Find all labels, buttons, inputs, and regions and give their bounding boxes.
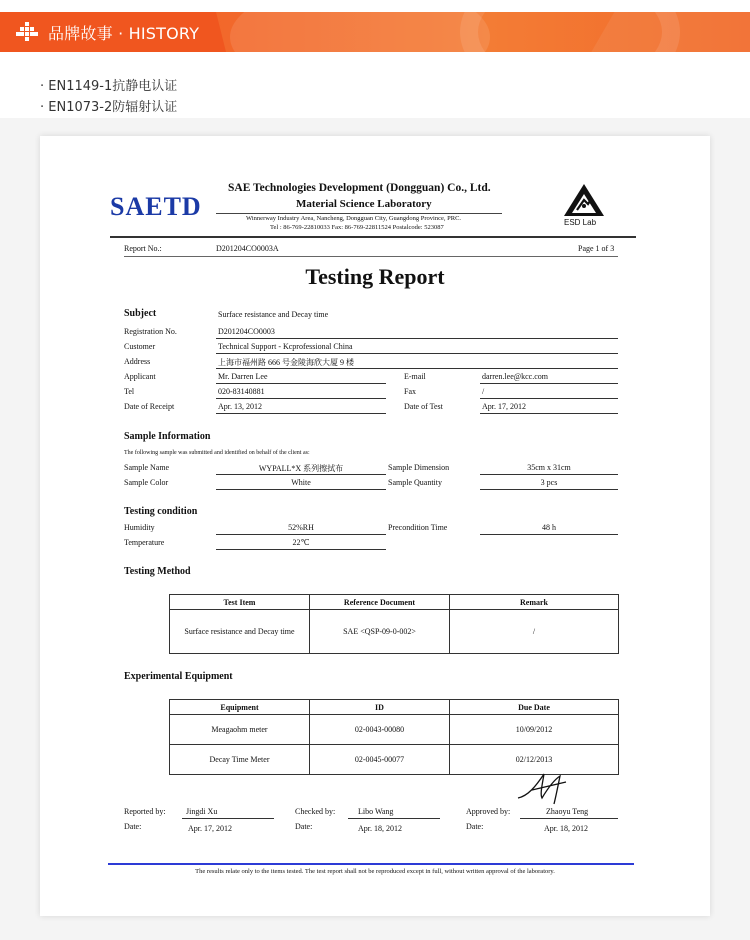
email-label: E-mail [404, 372, 426, 381]
divider [110, 236, 636, 238]
fax-value: / [482, 387, 485, 396]
address-label: Address [124, 357, 151, 366]
field-underline [216, 398, 386, 399]
testing-method-heading: Testing Method [124, 566, 191, 577]
document-title: Testing Report [305, 264, 445, 289]
section-title: 品牌故事 · HISTORY [48, 24, 200, 43]
divider [216, 213, 502, 214]
table-cell: SAE <QSP-09-0-002> [310, 610, 450, 654]
checked-by-label: Checked by: [295, 807, 336, 816]
table-cell: 02-0045-00077 [310, 745, 450, 775]
customer-label: Customer [124, 342, 156, 351]
table-cell: Decay Time Meter [170, 745, 310, 775]
field-underline [480, 413, 618, 414]
table-cell: 10/09/2012 [450, 715, 619, 745]
sample-dimension-value: 35cm x 31cm [527, 463, 571, 472]
tel-value: 020-83140881 [218, 387, 265, 396]
header-banner [0, 12, 750, 52]
table-cell: / [450, 610, 619, 654]
temperature-label: Temperature [124, 538, 165, 547]
sample-name-label: Sample Name [124, 463, 170, 472]
reported-by-value: Jingdi Xu [186, 807, 218, 816]
customer-value: Technical Support - Kcprofessional China [218, 342, 353, 351]
table-row [170, 610, 619, 654]
banner-decoration [230, 12, 490, 52]
subject-value: Surface resistance and Decay time [218, 310, 329, 319]
equipment-heading: Experimental Equipment [124, 671, 233, 682]
company-address: Winnerway Industry Area, Nancheng, Dongguan City, Guangdong Province, PRC. [246, 215, 462, 222]
report-number-label: Report No.: [124, 244, 162, 253]
approver-signature-icon [514, 768, 570, 808]
field-underline [216, 353, 618, 354]
approved-by-value: Zhaoyu Teng [546, 807, 589, 816]
sample-quantity-label: Sample Quantity [388, 478, 442, 487]
field-underline [480, 489, 618, 490]
reported-date-value: Apr. 17, 2012 [188, 824, 232, 833]
fax-label: Fax [404, 387, 416, 396]
table-header: Test Item [170, 595, 310, 610]
address-value: 上海市福州路 666 号金陵海欣大厦 9 楼 [218, 358, 354, 367]
table-header: Equipment [170, 700, 310, 715]
field-underline [520, 818, 618, 819]
lab-name: Material Science Laboratory [296, 198, 432, 210]
humidity-value: 52%RH [288, 523, 314, 532]
registration-value: D201204CO0003 [218, 327, 275, 336]
field-underline [480, 534, 618, 535]
test-date-label: Date of Test [404, 402, 443, 411]
test-date-value: Apr. 17, 2012 [482, 402, 526, 411]
footer-divider [108, 863, 634, 865]
report-number: D201204CO0003A [216, 244, 279, 253]
list-item: · EN1149-1抗静电认证 [40, 79, 178, 94]
divider [124, 256, 618, 257]
table-cell: Surface resistance and Decay time [170, 610, 310, 654]
field-underline [480, 383, 618, 384]
testing-condition-heading: Testing condition [124, 506, 198, 517]
checked-by-value: Libo Wang [358, 807, 394, 816]
testing-report-image [40, 136, 710, 916]
subject-heading: Subject [124, 308, 157, 319]
table-header: ID [310, 700, 450, 715]
field-underline [480, 474, 618, 475]
field-underline [216, 534, 386, 535]
page-number: Page 1 of 3 [578, 244, 615, 253]
table-row [170, 715, 619, 745]
field-underline [216, 474, 386, 475]
equipment-table [169, 699, 619, 775]
field-underline [216, 413, 386, 414]
table-header: Remark [450, 595, 619, 610]
sample-quantity-value: 3 pcs [540, 478, 558, 487]
checked-date-value: Apr. 18, 2012 [358, 824, 402, 833]
checked-date-label: Date: [295, 822, 313, 831]
registration-label: Registration No. [124, 327, 177, 336]
brand-grid-icon [16, 22, 38, 42]
sample-color-label: Sample Color [124, 478, 169, 487]
company-contact: Tel : 86-769-22810033 Fax: 86-769-22811524 Postalcode: 523087 [270, 224, 444, 231]
field-underline [216, 489, 386, 490]
table-header: Due Date [450, 700, 619, 715]
receipt-date-value: Apr. 13, 2012 [218, 402, 262, 411]
email-value: darren.lee@kcc.com [482, 372, 548, 381]
sample-info-heading: Sample Information [124, 431, 211, 442]
table-cell: Meagaohm meter [170, 715, 310, 745]
certification-list [40, 76, 177, 118]
sample-note: The following sample was submitted and identified on behalf of the client as: [124, 450, 310, 456]
field-underline [216, 383, 386, 384]
table-header: Reference Document [310, 595, 450, 610]
applicant-value: Mr. Darren Lee [218, 372, 268, 381]
approved-date-value: Apr. 18, 2012 [544, 824, 588, 833]
list-item: · EN1073-2防辐射认证 [40, 100, 178, 115]
approved-date-label: Date: [466, 822, 484, 831]
approved-by-label: Approved by: [466, 807, 511, 816]
precondition-value: 48 h [542, 523, 556, 532]
tel-label: Tel [124, 387, 135, 396]
testing-method-table [169, 594, 619, 654]
footer-disclaimer: The results relate only to the items tested. The test report shall not be reproduced except in full, without written approval of the laboratory. [195, 868, 555, 875]
applicant-label: Applicant [124, 372, 156, 381]
reported-date-label: Date: [124, 822, 142, 831]
sample-name-value: WYPALL*X 系列擦拭布 [258, 464, 344, 473]
field-underline [182, 818, 274, 819]
table-cell: 02-0043-00080 [310, 715, 450, 745]
table-cell: 02/12/2013 [450, 745, 619, 775]
humidity-label: Humidity [124, 523, 155, 532]
esd-lab-label: ESD Lab [564, 218, 597, 227]
sample-color-value: White [291, 478, 311, 487]
precondition-label: Precondition Time [388, 523, 448, 532]
field-underline [216, 338, 618, 339]
field-underline [216, 368, 618, 369]
esd-warning-icon [562, 182, 606, 218]
sample-dimension-label: Sample Dimension [388, 463, 450, 472]
company-name: SAE Technologies Development (Dongguan) Co., Ltd. [228, 182, 491, 194]
temperature-value: 22℃ [292, 538, 310, 547]
company-logo-text: SAETD [110, 192, 202, 221]
receipt-date-label: Date of Receipt [124, 402, 175, 411]
field-underline [216, 549, 386, 550]
field-underline [348, 818, 440, 819]
reported-by-label: Reported by: [124, 807, 166, 816]
field-underline [480, 398, 618, 399]
